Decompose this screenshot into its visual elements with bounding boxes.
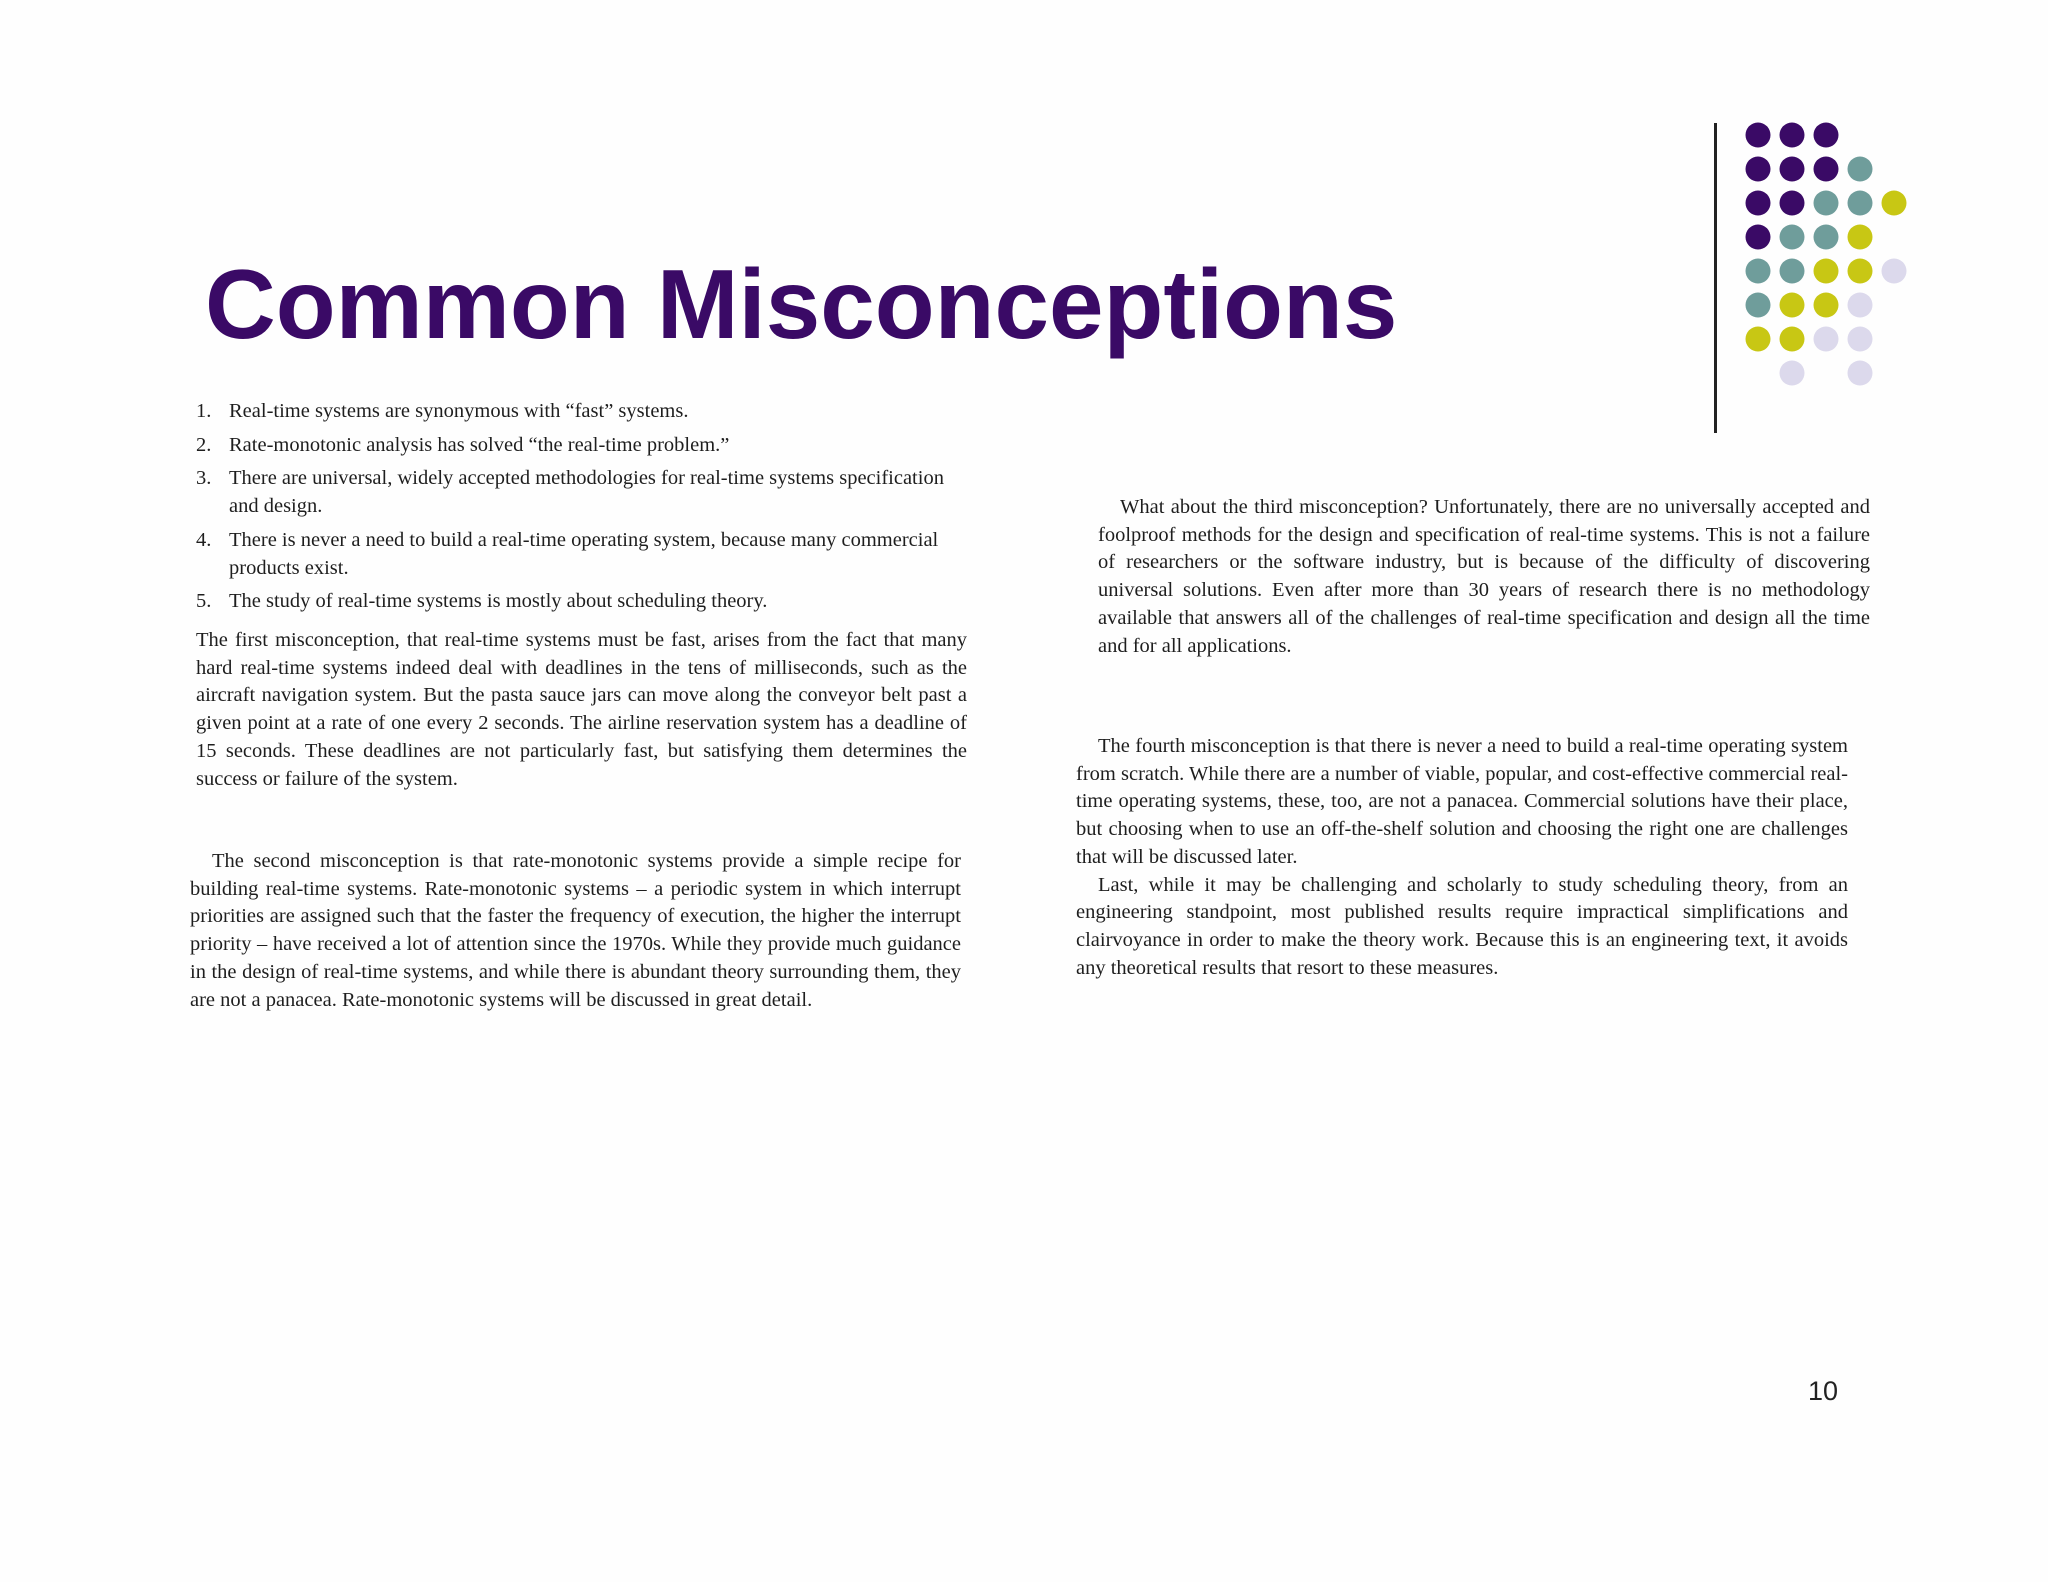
list-number: 4. [196, 528, 212, 551]
decorative-dot [1848, 293, 1873, 318]
decorative-dot [1746, 293, 1771, 318]
list-item-text: There is never a need to build a real-time operating system, because many commercial products exist. [229, 528, 939, 579]
decorative-dot [1780, 225, 1805, 250]
paragraph-text: The fourth misconception is that there is never a need to build a real-time operating system from scratch. While there are a number of viable, popular, and cost-effective commercial real-time operating systems, these, too, are not a panacea. Commercial solutions have their place, but choosing when to use an off-the-shelf solution and choosing the right one are challenges that will be discussed later. [1076, 735, 1848, 868]
decorative-dot [1780, 157, 1805, 182]
list-item-text: There are universal, widely accepted methodologies for real-time systems specification and design. [229, 467, 944, 518]
decorative-dot [1746, 259, 1771, 284]
decorative-dot [1848, 225, 1873, 250]
misconceptions-list [196, 398, 956, 622]
vertical-rule [1714, 123, 1717, 433]
list-item [196, 398, 956, 426]
decorative-dot [1746, 225, 1771, 250]
paragraph-third-misconception [1098, 494, 1870, 660]
paragraph-second-misconception [190, 848, 961, 1014]
decorative-dot [1848, 191, 1873, 216]
decorative-dot [1746, 123, 1771, 148]
decorative-dot [1746, 157, 1771, 182]
decorative-dot [1848, 361, 1873, 386]
list-number: 1. [196, 400, 212, 422]
decorative-dot [1746, 327, 1771, 352]
list-number: 2. [196, 433, 212, 456]
decorative-dot [1746, 191, 1771, 216]
decorative-dot [1882, 259, 1907, 284]
decorative-dot-grid [1740, 120, 1940, 400]
paragraph-first-misconception [196, 627, 967, 793]
list-number: 3. [196, 467, 212, 490]
list-item [196, 465, 956, 520]
paragraph-fourth-fifth-misconception [1076, 733, 1848, 982]
decorative-dot [1780, 293, 1805, 318]
decorative-dot [1814, 157, 1839, 182]
decorative-dot [1814, 123, 1839, 148]
decorative-dot [1814, 293, 1839, 318]
page-number: 10 [1808, 1376, 1839, 1406]
paragraph-text: What about the third misconception? Unfortunately, there are no universally accepted and foolproof methods for the design and specification of real-time systems. This is not a failure of researchers or the software industry, but is because of the difficulty of discovering universal solutions. Even after more than 30 years of research there is no methodology available that answers all of the challenges of real-time specification and design all the time and for all applications. [1098, 496, 1870, 657]
paragraph-text: Last, while it may be challenging and scholarly to study scheduling theory, from an engineering standpoint, most published results require impractical simplifications and clairvoyance in order to make the theory work. Because this is an engineering text, it avoids any theoretical results that resort to these measures. [1076, 873, 1848, 979]
slide-title: Common Misconceptions [205, 249, 1398, 359]
decorative-dot [1814, 259, 1839, 284]
decorative-dot [1780, 123, 1805, 148]
list-item [196, 432, 956, 460]
decorative-dot [1780, 327, 1805, 352]
paragraph-text: The second misconception is that rate-monotonic systems provide a simple recipe for building real-time systems. Rate-monotonic systems – a periodic system in which interrupt priorities are assigned such that the faster the frequency of execution, the higher the interrupt priority – have received a lot of attention since the 1970s. While they provide much guidance in the design of real-time systems, and while there is abundant theory surrounding them, they are not a panacea. Rate-monotonic systems will be discussed in great detail. [190, 850, 961, 1011]
decorative-dot [1848, 157, 1873, 182]
list-item [196, 527, 956, 582]
decorative-dot [1814, 327, 1839, 352]
decorative-dot [1882, 191, 1907, 216]
decorative-dot [1814, 225, 1839, 250]
decorative-dot [1780, 191, 1805, 216]
decorative-dot [1780, 361, 1805, 386]
decorative-dot [1814, 191, 1839, 216]
decorative-dot [1848, 327, 1873, 352]
decorative-dot [1780, 259, 1805, 284]
list-item-text: The study of real-time systems is mostly about scheduling theory. [229, 590, 768, 613]
list-item-text: Rate-monotonic analysis has solved “the real-time problem.” [229, 433, 730, 456]
paragraph-text: The first misconception, that real-time systems must be fast, arises from the fact that many hard real-time systems indeed deal with deadlines in the tens of milliseconds, such as the aircraft navigation system. But the pasta sauce jars can move along the conveyor belt past a given point at a rate of one every 2 seconds. The airline reservation system has a deadline of 15 seconds. These deadlines are not particularly fast, but satisfying them determines the success or failure of the system. [196, 629, 967, 790]
list-item [196, 588, 956, 616]
decorative-dot [1848, 259, 1873, 284]
list-number: 5. [196, 590, 212, 613]
list-item-text: Real-time systems are synonymous with “fast” systems. [229, 400, 689, 422]
